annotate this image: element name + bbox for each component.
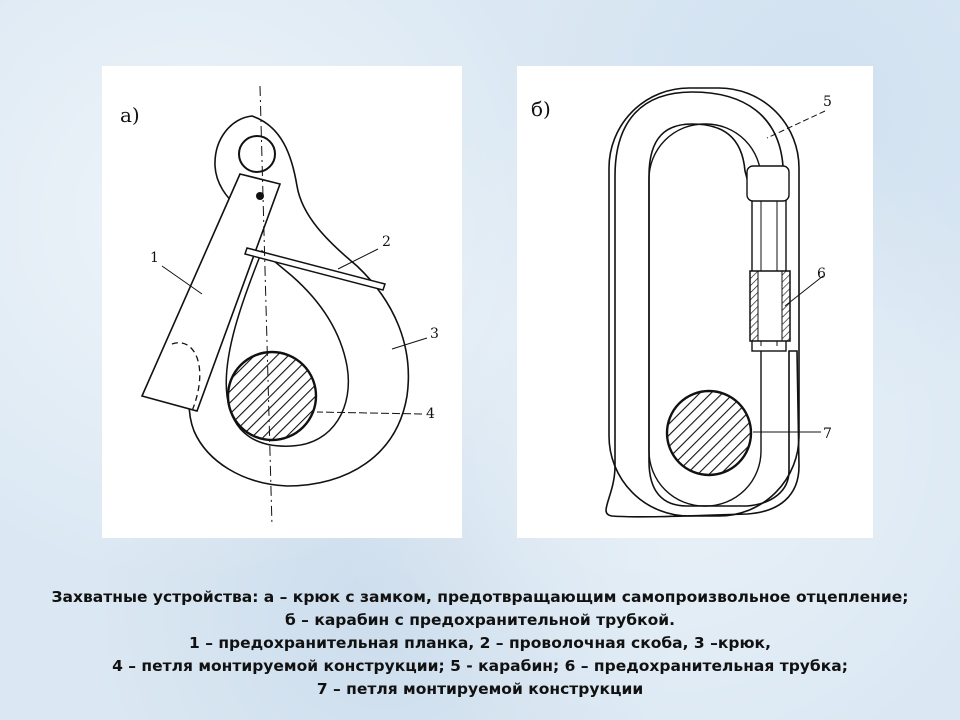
caption-line-4: 4 – петля монтируемой конструкции; 5 - карабин; 6 – предохранительная трубка; [112, 657, 848, 675]
panel-a-label: а) [120, 103, 140, 127]
caption-line-5: 7 – петля монтируемой конструкции [316, 680, 644, 698]
caption-line-1: Захватные устройства: а – крюк с замком, предотвращающим самопроизвольное отцепление; [51, 588, 909, 606]
structure-loop-b [667, 391, 751, 475]
hook-drawing [102, 66, 462, 538]
callout-4: 4 [426, 406, 435, 422]
hook-eye [239, 136, 275, 172]
caption-line-2: б – карабин с предохранительной трубкой. [284, 611, 676, 629]
safety-tube [750, 271, 790, 341]
carabiner-diagram-panel [517, 66, 873, 538]
panel-b-label: б) [531, 97, 551, 121]
callout-2: 2 [382, 234, 391, 250]
callout-3: 3 [430, 326, 439, 342]
callout-5: 5 [823, 94, 832, 110]
structure-loop [228, 352, 316, 440]
hook-diagram-panel [102, 66, 462, 538]
caption-line-3: 1 – предохранительная планка, 2 – проволочная скоба, 3 –крюк, [189, 634, 771, 652]
carabiner-drawing [517, 66, 873, 538]
figure-caption [0, 586, 960, 701]
callout-1: 1 [150, 250, 159, 266]
callout-7: 7 [823, 426, 832, 442]
callout-6: 6 [817, 266, 826, 282]
wire-clip [245, 248, 385, 290]
